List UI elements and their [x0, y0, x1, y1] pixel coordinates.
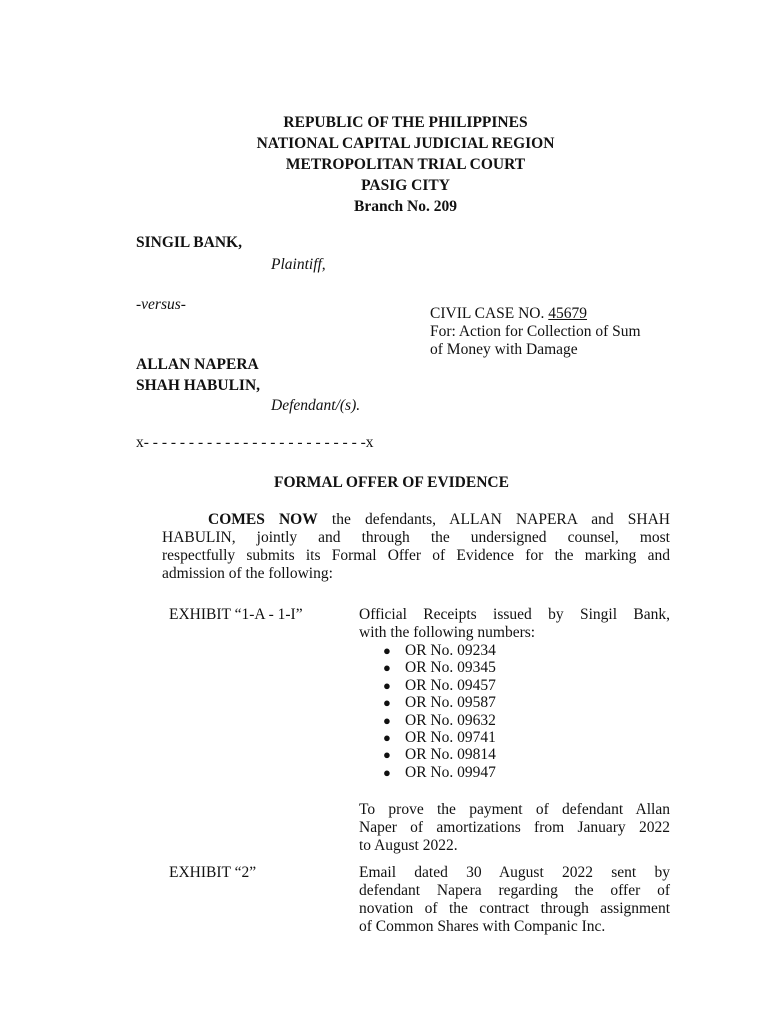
- bullet-icon: ●: [383, 764, 391, 780]
- case-nature-line-2: of Money with Damage: [430, 341, 578, 358]
- intro-line-1-rest: the defendants, ALLAN NAPERA and SHAH: [317, 511, 670, 528]
- exhibit-1-desc-line-1: Official Receipts issued by Singil Bank,: [359, 606, 670, 623]
- exhibit-1-desc-line-2: with the following numbers:: [359, 624, 536, 641]
- exhibit-2-desc-line-2: defendant Napera regarding the offer of: [359, 882, 670, 899]
- exhibit-2-desc-line-1: Email dated 30 August 2022 sent by: [359, 864, 670, 881]
- versus-label: -versus-: [136, 296, 186, 313]
- intro-paragraph: [162, 511, 670, 583]
- plaintiff-role: Plaintiff,: [271, 256, 326, 273]
- document-title: FORMAL OFFER OF EVIDENCE: [274, 474, 509, 491]
- case-number: 45679: [548, 305, 588, 322]
- list-item: ● OR No. 09457: [383, 676, 496, 694]
- header-line-branch: Branch No. 209: [354, 198, 457, 215]
- exhibit-2-desc-line-3: novation of the contract through assignment: [359, 900, 670, 917]
- defendant-name-2: SHAH HABULIN,: [136, 377, 261, 394]
- header-line-region: NATIONAL CAPITAL JUDICIAL REGION: [256, 135, 555, 152]
- intro-lead: COMES NOW: [208, 511, 318, 528]
- plaintiff-name: SINGIL BANK,: [136, 234, 242, 251]
- intro-line-2: HABULIN, jointly and through the undersigned counsel, most: [162, 529, 670, 546]
- exhibit-1-purpose: [359, 801, 670, 855]
- list-item: ● OR No. 09741: [383, 728, 496, 746]
- defendant-name-1: ALLAN NAPERA: [136, 356, 259, 373]
- list-item: ● OR No. 09947: [383, 763, 496, 781]
- exhibit-2-desc-line-4: of Common Shares with Companic Inc.: [359, 918, 606, 935]
- exhibit-2-label: EXHIBIT “2”: [169, 864, 257, 881]
- bullet-icon: ●: [383, 712, 391, 728]
- or-number-list: [383, 642, 496, 781]
- bullet-icon: ●: [383, 747, 391, 763]
- case-number-prefix: CIVIL CASE NO.: [430, 305, 549, 322]
- case-nature-line-1: For: Action for Collection of Sum: [430, 323, 641, 340]
- list-item: ● OR No. 09587: [383, 694, 496, 712]
- case-number-line: [430, 305, 587, 323]
- exhibit-1-purpose-line-2: Naper of amortizations from January 2022: [359, 819, 670, 836]
- bullet-icon: ●: [383, 729, 391, 745]
- list-item: ● OR No. 09814: [383, 746, 496, 764]
- list-item: ● OR No. 09234: [383, 642, 496, 659]
- court-header: [0, 112, 768, 217]
- list-item: ● OR No. 09345: [383, 659, 496, 677]
- exhibit-1-description: [359, 606, 670, 642]
- exhibit-1-purpose-line-3: to August 2022.: [359, 837, 458, 854]
- header-line-city: PASIG CITY: [361, 177, 450, 194]
- header-line-court: METROPOLITAN TRIAL COURT: [285, 156, 526, 173]
- bullet-icon: ●: [383, 677, 391, 693]
- intro-line-4: admission of the following:: [162, 565, 333, 582]
- exhibit-1-label: EXHIBIT “1-A - 1-I”: [169, 606, 303, 623]
- header-line-republic: REPUBLIC OF THE PHILIPPINES: [283, 114, 528, 131]
- exhibit-2-description: [359, 864, 670, 936]
- list-item: ● OR No. 09632: [383, 711, 496, 729]
- bullet-icon: ●: [383, 660, 391, 676]
- intro-line-3: respectfully submits its Formal Offer of Evidence for the marking and: [162, 547, 670, 564]
- exhibit-1-purpose-line-1: To prove the payment of defendant Allan: [359, 801, 670, 818]
- bullet-icon: ●: [383, 643, 391, 658]
- bullet-icon: ●: [383, 695, 391, 711]
- defendant-role: Defendant/(s).: [271, 397, 361, 414]
- caption-separator: x- - - - - - - - - - - - - - - - - - - - - - - - -x: [136, 434, 374, 451]
- intro-line-1: [162, 511, 670, 529]
